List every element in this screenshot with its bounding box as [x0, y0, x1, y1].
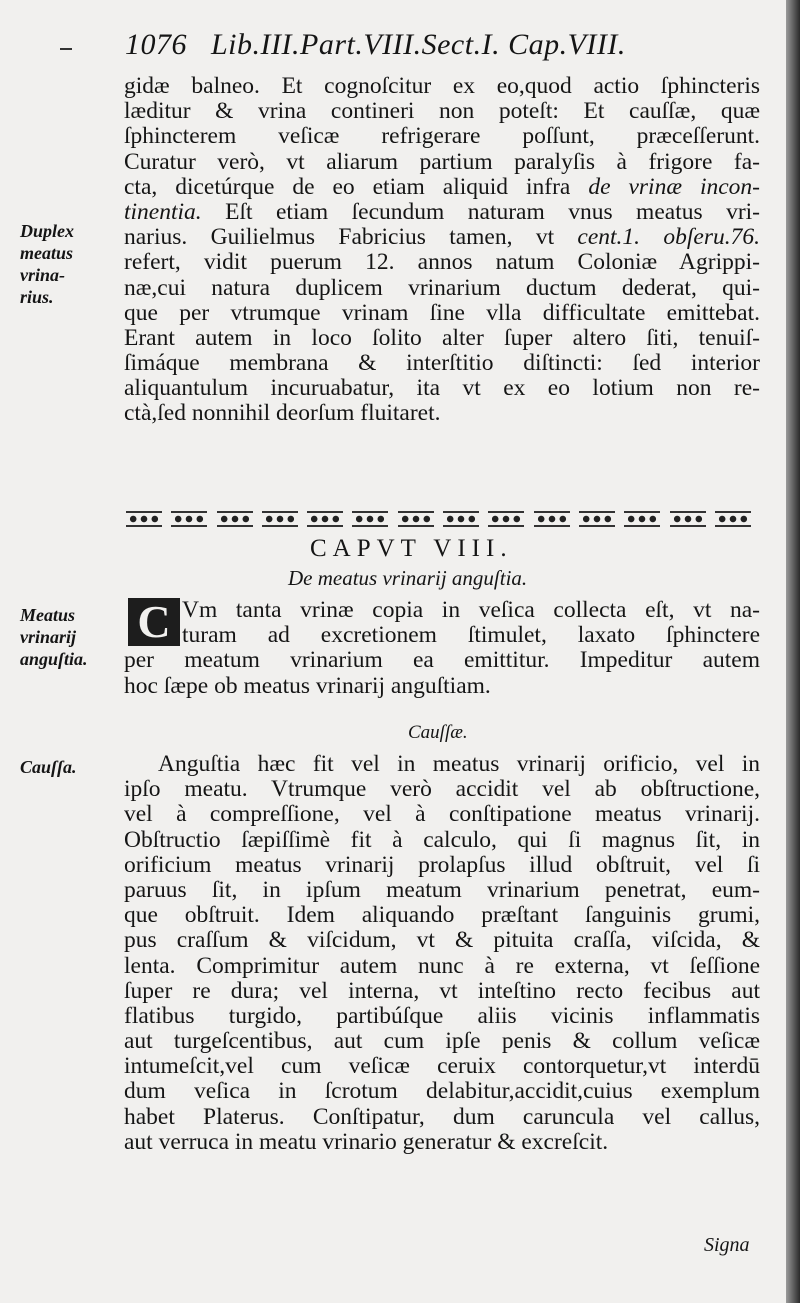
running-title: Lib.III.Part.VIII.Sect.I. Cap.VIII.	[211, 28, 626, 61]
text-segment: Eſt etiam ſecundum naturam vnus meatus vri-	[225, 198, 760, 225]
italic-reference: de vrinæ incon-	[588, 173, 761, 200]
ornament-icon	[579, 511, 615, 527]
text-line: aliquantulum incuruabatur, ita vt ex eo lotium non re-	[124, 375, 760, 402]
text-line: turam ad excretionem ſtimulet, laxato ſphinctere	[182, 622, 760, 649]
paragraph-2	[124, 598, 760, 699]
page-edge-shadow	[786, 0, 800, 1303]
text-line: aut verruca in meatu vrinario generatur & excreſcit.	[124, 1128, 609, 1155]
italic-reference: tinentia.	[124, 198, 202, 225]
text-line: vel à compreſſione, vel à conſtipatione meatus vrinarij.	[124, 801, 760, 828]
margin-note-line: Duplex	[20, 221, 74, 241]
paragraph-3	[124, 752, 760, 1155]
text-line: dum veſica in ſcrotum delabitur,accidit,cuius exemplum	[124, 1078, 760, 1105]
ornament-icon	[488, 511, 524, 527]
page-number: 1076	[125, 28, 187, 61]
paragraph-1	[124, 74, 760, 427]
text-segment: cta, dicetúrque de eo etiam aliquid infra	[124, 173, 571, 200]
margin-note-line: Meatus	[20, 605, 76, 625]
text-line: hoc ſæpe ob meatus vrinarij anguſtiam.	[124, 672, 491, 699]
ornament-icon	[670, 511, 706, 527]
text-line: ipſo meatu. Vtrumque verò accidit vel ab obſtructione,	[124, 776, 760, 803]
ornament-divider	[126, 509, 751, 529]
text-line	[124, 225, 760, 250]
text-line: Vm tanta vrinæ copia in veſica collecta eſt, vt na-	[182, 597, 760, 623]
margin-note-caussa	[20, 756, 125, 778]
text-line: refert, vidit puerum 12. annos natum Coloniæ Agrippi-	[124, 249, 760, 276]
text-line: ſimáque membrana & interſtitio diſtincti: ſed interior	[124, 350, 760, 377]
ornament-icon	[534, 511, 570, 527]
margin-note-line: vrina-	[20, 265, 65, 285]
ornament-icon	[126, 511, 162, 527]
text-line: intumeſcit,vel cum veſicæ ceruix contorquetur,vt interdū	[124, 1053, 760, 1080]
margin-note-line: anguſtia.	[20, 649, 88, 669]
ornament-icon	[352, 511, 388, 527]
text-line: aut turgeſcentibus, aut cum ipſe penis & collum veſicæ	[124, 1028, 760, 1055]
text-line: que per vtrumque vrinam ſine vlla difficultate emittebat.	[124, 299, 760, 326]
text-line: flatibus turgido, partibúſque aliis vicinis inflammatis	[124, 1002, 760, 1029]
text-line: habet Platerus. Conſtipatur, dum caruncula vel callus,	[124, 1103, 760, 1130]
section-heading-caussae: Cauſſæ.	[408, 722, 468, 743]
margin-mark	[60, 48, 72, 50]
margin-note-line: rius.	[20, 287, 54, 307]
ornament-icon	[398, 511, 434, 527]
margin-note-line: vrinarij	[20, 627, 77, 647]
text-line: pus craſſum & viſcidum, vt & pituita craſſa, viſcida, &	[124, 927, 760, 954]
text-line: paruus ſit, in ipſum meatum vrinarium penetrat, eum-	[124, 876, 760, 903]
text-line: que obſtruit. Idem aliquando præſtant ſanguinis grumi,	[124, 902, 760, 929]
text-line: læditur & vrina contineri non poteſt: Et cauſſæ, quæ	[124, 98, 760, 125]
ornament-icon	[171, 511, 207, 527]
text-segment: narius. Guilielmus Fabricius tamen, vt	[124, 224, 555, 251]
text-line	[124, 175, 760, 200]
margin-note-duplex	[20, 220, 125, 308]
text-line: Curatur verò, vt aliarum partium paralyſis à frigore fa-	[124, 148, 760, 175]
chapter-title: CAPVT VIII.	[310, 535, 513, 562]
text-line: Anguſtia hæc fit vel in meatus vrinarij orificio, vel in	[158, 751, 760, 777]
running-header	[125, 28, 626, 62]
ornament-icon	[443, 511, 479, 527]
ornament-icon	[262, 511, 298, 527]
text-line: næ,cui natura duplicem vrinarium ductum dederat, qui-	[124, 274, 760, 301]
ornament-icon	[715, 511, 751, 527]
text-line: ctà,ſed nonnihil deorſum fluitaret.	[124, 400, 441, 427]
text-line: per meatum vrinarium ea emittitur. Impeditur autem	[124, 647, 760, 674]
text-line: ſuper re dura; vel interna, vt inteſtino recto fecibus aut	[124, 977, 760, 1004]
text-line: Obſtructio ſæpiſſimè fit à calculo, qui ſi magnus ſit, in	[124, 826, 760, 853]
text-line: orificium meatus vrinarij prolapſus illud obſtruit, vel ſi	[124, 851, 760, 878]
ornament-icon	[217, 511, 253, 527]
margin-note-meatus	[20, 604, 125, 670]
text-line: Erant autem in loco ſolito alter ſuper altero ſiti, tenuiſ-	[124, 324, 760, 351]
margin-note-line: Cauſſa.	[20, 757, 77, 777]
text-line: gidæ balneo. Et cognoſcitur ex eo,quod actio ſphincteris	[124, 73, 760, 99]
drop-cap-initial: C	[128, 598, 180, 646]
text-line	[124, 200, 760, 225]
italic-reference: cent.1. obſeru.76.	[577, 224, 760, 251]
catchword: Signa	[704, 1234, 750, 1256]
chapter-subtitle: De meatus vrinarij anguſtia.	[288, 566, 528, 590]
ornament-icon	[307, 511, 343, 527]
ornament-icon	[624, 511, 660, 527]
margin-note-line: meatus	[20, 243, 74, 263]
text-line: lenta. Comprimitur autem nunc à re externa, vt ſeſſione	[124, 952, 760, 979]
text-line: ſphincterem veſicæ refrigerare poſſunt, præceſſerunt.	[124, 123, 760, 150]
